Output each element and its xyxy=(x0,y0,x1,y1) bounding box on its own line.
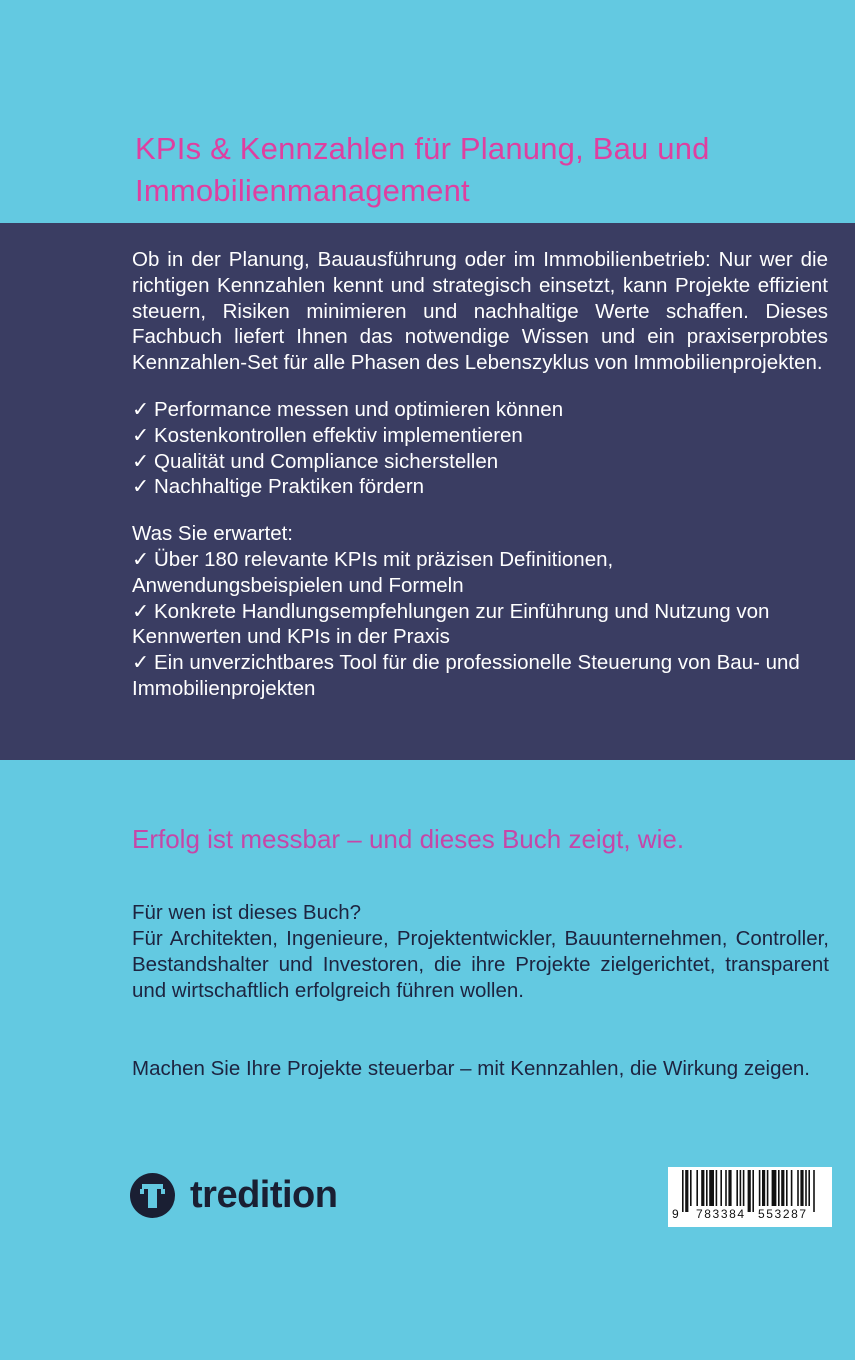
expectation-item xyxy=(132,650,828,702)
barcode-bar xyxy=(767,1170,769,1206)
barcode-digits-left: 783384 xyxy=(696,1207,746,1221)
barcode-bar xyxy=(696,1170,698,1206)
book-title-line-1: KPIs & Kennzahlen für Planung, Bau und xyxy=(135,131,710,166)
barcode-bar xyxy=(808,1170,810,1206)
tagline: Erfolg ist messbar – und dieses Buch zeigt, wie. xyxy=(132,824,685,854)
benefit-item xyxy=(132,423,828,449)
book-title-line-2: Immobilienmanagement xyxy=(135,173,470,208)
closing-statement: Machen Sie Ihre Projekte steuerbar – mit Kennzahlen, die Wirkung zeigen. xyxy=(132,1057,811,1080)
barcode-bar xyxy=(685,1170,688,1212)
check-icon: ✓ xyxy=(132,651,150,675)
barcode-bar xyxy=(762,1170,765,1206)
isbn-barcode xyxy=(668,1167,832,1227)
check-icon: ✓ xyxy=(132,397,150,421)
publisher-logo xyxy=(130,1172,337,1218)
barcode-bar xyxy=(706,1170,708,1206)
barcode-bar xyxy=(725,1170,727,1206)
intro-paragraph: Ob in der Planung, Bauausführung oder im Immobilienbetrieb: Nur wer die richtigen Kennzahlen kennt und strategisch einsetzt, kann Projekte effizient steuern, Risiken minimieren und nachhaltige Werte schaffen. Dieses Fachbuch liefert Ihnen das notwendige Wissen und ein praxiserprobtes Kennzahlen-Set für alle Phasen des Lebenszyklus von Immobilienprojekten. xyxy=(132,248,828,375)
audience-answer: Für Architekten, Ingenieure, Projektentwickler, Bauunternehmen, Controller, Bestandshalter und Investoren, die ihre Projekte zielgerichtet, transparent und wirtschaftlich erfolgreich führen wollen. xyxy=(132,927,829,1002)
barcode-bar xyxy=(701,1170,704,1206)
expectations-section xyxy=(132,521,828,702)
benefit-item xyxy=(132,397,828,423)
barcode-bar xyxy=(743,1170,745,1206)
barcode-bar xyxy=(797,1170,799,1206)
barcode-digit-lead: 9 xyxy=(672,1207,679,1221)
expectation-text: Konkrete Handlungsempfehlungen zur Einführung und Nutzung von Kennwerten und KPIs in der Praxis xyxy=(132,599,770,649)
check-icon: ✓ xyxy=(132,547,150,571)
benefit-item xyxy=(132,474,828,500)
expectation-item xyxy=(132,547,828,599)
benefits-list xyxy=(132,397,828,500)
expectations-heading: Was Sie erwartet: xyxy=(132,522,294,546)
benefit-text: Performance messen und optimieren können xyxy=(154,397,564,421)
barcode-bar xyxy=(778,1170,780,1206)
audience-question: Für wen ist dieses Buch? xyxy=(132,901,362,924)
target-audience xyxy=(132,900,829,1004)
barcode-bar xyxy=(752,1170,754,1212)
barcode-bar xyxy=(682,1170,684,1212)
expectation-text: Ein unverzichtbares Tool für die professionelle Steuerung von Bau- und Immobilienprojekten xyxy=(132,651,800,700)
barcode-bar xyxy=(781,1170,784,1206)
barcode-digits xyxy=(668,1207,832,1223)
benefit-text: Kostenkontrollen effektiv implementieren xyxy=(154,423,523,447)
barcode-bar xyxy=(791,1170,793,1206)
barcode-bar xyxy=(813,1170,815,1212)
barcode-digits-right: 553287 xyxy=(758,1207,808,1221)
barcode-bar xyxy=(716,1170,718,1206)
barcode-bar xyxy=(772,1170,777,1206)
barcode-bar xyxy=(690,1170,692,1206)
benefit-text: Nachhaltige Praktiken fördern xyxy=(154,475,425,499)
tredition-logo-icon xyxy=(130,1173,175,1218)
check-icon: ✓ xyxy=(132,599,150,623)
description-content xyxy=(132,247,828,702)
expectations-list xyxy=(132,547,828,702)
barcode-bar xyxy=(736,1170,738,1206)
barcode-bar xyxy=(748,1170,751,1212)
barcode-bar xyxy=(759,1170,761,1206)
benefit-text: Qualität und Compliance sicherstellen xyxy=(154,449,499,473)
barcode-bar xyxy=(740,1170,742,1206)
benefit-item xyxy=(132,449,828,475)
barcode-bar xyxy=(720,1170,722,1206)
barcode-bar xyxy=(709,1170,714,1206)
publisher-name: tredition xyxy=(190,1174,338,1216)
check-icon: ✓ xyxy=(132,423,150,447)
description-band xyxy=(0,223,855,760)
expectation-text: Über 180 relevante KPIs mit präzisen Definitionen, Anwendungsbeispielen und Formeln xyxy=(132,547,614,597)
barcode-bar xyxy=(805,1170,807,1206)
check-icon: ✓ xyxy=(132,449,150,473)
barcode-bar xyxy=(786,1170,788,1206)
barcode-bar xyxy=(800,1170,803,1206)
check-icon: ✓ xyxy=(132,475,150,499)
book-title xyxy=(135,128,815,212)
expectation-item xyxy=(132,599,828,651)
barcode-bar xyxy=(728,1170,731,1206)
